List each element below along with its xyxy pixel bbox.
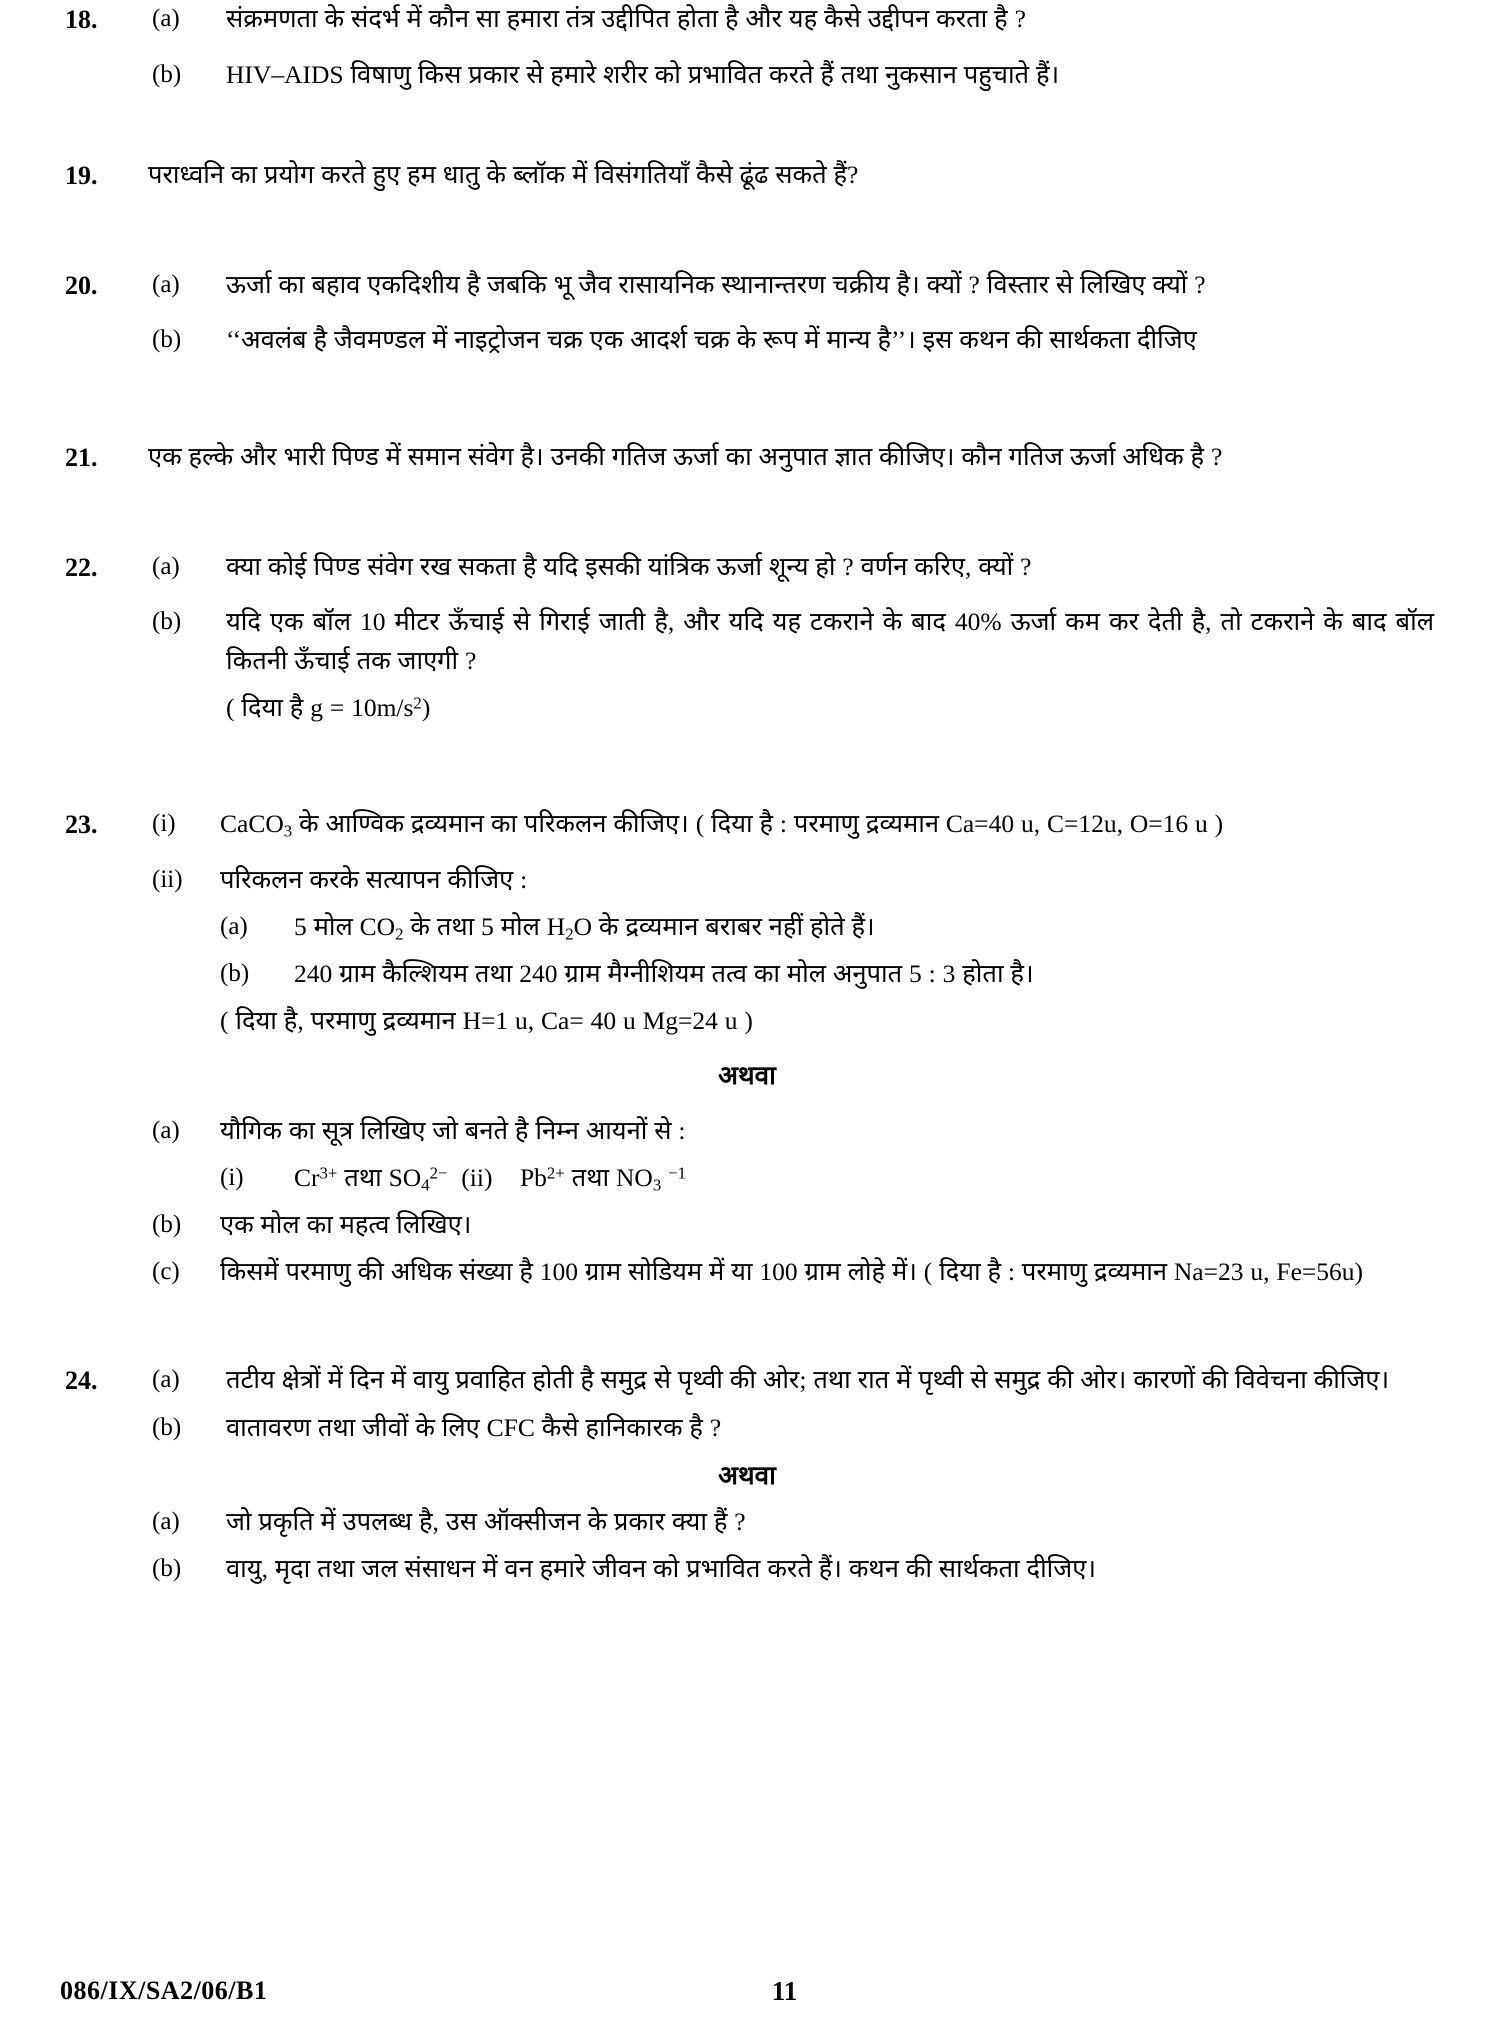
part-text: यदि एक बॉल 10 मीटर ऊँचाई से गिराई जाती है, और यदि यह टकराने के बाद 40% ऊर्जा कम कर देती है, तो टकराने के बाद बॉल कितनी ऊँचाई तक जाएगी ? bbox=[226, 607, 1434, 675]
question-23 bbox=[60, 805, 1434, 1291]
spacer bbox=[60, 360, 1434, 422]
question-24-part-b bbox=[60, 1409, 1434, 1448]
superscript-2: 2 bbox=[413, 692, 422, 712]
ion-cr-charge: 3+ bbox=[319, 1162, 338, 1182]
part-label: (a) bbox=[152, 1116, 180, 1144]
part-label: (b) bbox=[152, 1210, 182, 1238]
part-label: (a) bbox=[152, 1366, 180, 1394]
question-23-given-note bbox=[60, 1002, 1434, 1041]
spacer bbox=[60, 789, 1434, 805]
question-21-part-main bbox=[60, 438, 1434, 478]
spacer bbox=[60, 1198, 1434, 1206]
question-21 bbox=[60, 438, 1434, 478]
part-text: पराध्वनि का प्रयोग करते हुए हम धातु के ब्लॉक में विसंगतियाँ कैसे ढूंढ सकते हैं? bbox=[148, 160, 859, 190]
question-23-alt-part-c bbox=[60, 1253, 1434, 1292]
question-22-given-note bbox=[60, 689, 1434, 728]
subpart-label: (b) bbox=[220, 959, 250, 987]
spacer bbox=[60, 727, 1434, 789]
formula-caco3-sub: 3 bbox=[283, 822, 293, 842]
question-23-subpart-b bbox=[60, 955, 1434, 994]
co2-pre: 5 मोल CO bbox=[294, 911, 396, 941]
question-18 bbox=[60, 0, 1434, 94]
ion-pairs bbox=[294, 1159, 1434, 1198]
question-23-alt-ions bbox=[60, 1159, 1434, 1198]
question-number: 19. bbox=[65, 161, 98, 191]
subpart-label: (a) bbox=[220, 912, 248, 940]
part-text: तटीय क्षेत्रों में दिन में वायु प्रवाहित होती है समुद्र से पृथ्वी की ओर; तथा रात में पृथ्वी से समुद्र की ओर। कारणों की विवेचना कीजिए। bbox=[226, 1365, 1390, 1395]
subpart-row bbox=[220, 955, 1434, 994]
paper-code: 086/IX/SA2/06/B1 bbox=[60, 1976, 268, 2005]
spacer bbox=[60, 1096, 1434, 1112]
question-22-part-a bbox=[60, 548, 1434, 588]
subpart-row bbox=[220, 908, 1434, 947]
spacer bbox=[60, 1495, 1434, 1503]
spacer bbox=[60, 681, 1434, 689]
part-text: क्या कोई पिण्ड संवेग रख सकता है यदि इसकी यांत्रिक ऊर्जा शून्य हो ? वर्णन करिए, क्यों ? bbox=[226, 551, 1032, 581]
question-23-part-i bbox=[60, 805, 1434, 845]
h2o-sub: 2 bbox=[565, 924, 574, 944]
question-23-alt-part-a bbox=[60, 1112, 1434, 1151]
spacer bbox=[60, 258, 1434, 266]
question-23-alt-part-b bbox=[60, 1206, 1434, 1245]
question-24-alt-part-b bbox=[60, 1550, 1434, 1589]
subpart-text: 240 ग्राम कैल्शियम तथा 240 ग्राम मैग्नीशियम तत्व का मोल अनुपात 5 : 3 होता है। bbox=[294, 958, 1034, 988]
ion-so4: SO bbox=[388, 1162, 422, 1192]
question-18-part-a bbox=[60, 0, 1434, 40]
ion-item-label-i: (i) bbox=[220, 1163, 244, 1191]
part-label: (b) bbox=[152, 608, 182, 636]
ion-no3-sub: 3 bbox=[652, 1175, 662, 1195]
part-label: (b) bbox=[152, 1554, 182, 1582]
part-text: HIV–AIDS विषाणु किस प्रकार से हमारे शरीर को प्रभावित करते हैं तथा नुकसान पहुचाते हैं। bbox=[226, 59, 1060, 89]
question-24-alt-part-a bbox=[60, 1503, 1434, 1542]
question-23-subpart-a bbox=[60, 908, 1434, 947]
question-22 bbox=[60, 548, 1434, 728]
question-20-part-a bbox=[60, 266, 1434, 306]
spacer bbox=[60, 305, 1434, 321]
spacer bbox=[60, 196, 1434, 258]
ion-pb-charge: 2+ bbox=[546, 1162, 565, 1182]
part-label: (b) bbox=[152, 1413, 182, 1441]
question-19-part-main bbox=[60, 156, 1434, 196]
spacer bbox=[60, 478, 1434, 540]
part-text: संक्रमणता के संदर्भ में कौन सा हमारा तंत्र उद्दीपित होता है और यह कैसे उद्दीपन करता है ? bbox=[226, 4, 1026, 33]
question-24-part-a bbox=[60, 1361, 1434, 1401]
spacer bbox=[60, 40, 1434, 56]
question-24 bbox=[60, 1361, 1434, 1588]
spacer bbox=[60, 1401, 1434, 1409]
part-text: यौगिक का सूत्र लिखिए जो बनते है निम्न आयनों से : bbox=[220, 1115, 686, 1145]
part-label: (a) bbox=[152, 552, 180, 580]
part-text: वातावरण तथा जीवों के लिए CFC कैसे हानिकारक है ? bbox=[226, 1412, 722, 1442]
spacer bbox=[60, 422, 1434, 438]
part-text: परिकलन करके सत्यापन कीजिए : bbox=[220, 864, 528, 894]
page-number: 11 bbox=[771, 1976, 798, 2006]
ion-no3: NO bbox=[615, 1162, 653, 1192]
part-label: (a) bbox=[152, 1508, 180, 1536]
ion-no3-charge: −1 bbox=[668, 1162, 687, 1182]
spacer bbox=[60, 900, 1434, 908]
question-18-part-b bbox=[60, 56, 1434, 95]
spacer bbox=[60, 540, 1434, 548]
subpart-wrapper bbox=[220, 908, 1434, 947]
spacer bbox=[60, 94, 1434, 156]
part-text: किसमें परमाणु की अधिक संख्या है 100 ग्राम सोडियम में या 100 ग्राम लोहे में। ( दिया है : परमाणु द्रव्यमान Na=23 u, Fe=56u) bbox=[220, 1256, 1364, 1286]
or-divider-23: अथवा bbox=[718, 1061, 776, 1091]
question-20 bbox=[60, 266, 1434, 360]
question-number: 21. bbox=[65, 443, 98, 473]
part-text: जो प्रकृति में उपलब्ध है, उस ऑक्सीजन के प्रकार क्या हैं ? bbox=[226, 1507, 746, 1537]
part-text: एक हल्के और भारी पिण्ड में समान संवेग है। उनकी गतिज ऊर्जा का अनुपात ज्ञात कीजिए। कौन गतिज ऊर्जा अधिक है ? bbox=[148, 442, 1223, 472]
question-number: 22. bbox=[65, 552, 98, 582]
question-number: 18. bbox=[65, 5, 98, 34]
part-label: (ii) bbox=[152, 865, 183, 893]
ion-cr: Cr bbox=[294, 1162, 320, 1192]
formula-caco3-pre: CaCO bbox=[220, 809, 284, 839]
spacer bbox=[60, 1291, 1434, 1353]
spacer bbox=[60, 587, 1434, 603]
spacer bbox=[60, 994, 1434, 1002]
part-text-rest: के आण्विक द्रव्यमान का परिकलन कीजिए। ( दिया है : परमाणु द्रव्यमान Ca=40 u, C=12u, O=16 u ) bbox=[292, 809, 1224, 839]
question-20-part-b bbox=[60, 321, 1434, 360]
part-label: (b) bbox=[152, 326, 182, 354]
subpart-text bbox=[294, 908, 1434, 947]
subpart-wrapper bbox=[220, 955, 1434, 994]
spacer bbox=[60, 1448, 1434, 1456]
question-23-part-ii bbox=[60, 861, 1434, 900]
post-text: O के द्रव्यमान बराबर नहीं होते हैं। bbox=[573, 911, 875, 941]
ion-item-label-ii: (ii) bbox=[461, 1162, 493, 1192]
question-22-part-b bbox=[60, 603, 1434, 681]
part-text bbox=[220, 805, 1434, 844]
part-text: ऊर्जा का बहाव एकदिशीय है जबकि भू जैव रासायनिक स्थानान्तरण चक्रीय है। क्यों ? विस्तार से लिखिए क्यों ? bbox=[226, 269, 1206, 299]
ion-list-wrapper bbox=[220, 1159, 1434, 1198]
conjunction-tatha-1: तथा bbox=[344, 1162, 382, 1192]
part-label: (a) bbox=[152, 270, 180, 298]
part-label: (b) bbox=[152, 60, 182, 88]
question-19 bbox=[60, 156, 1434, 196]
ion-so4-charge: 2− bbox=[429, 1162, 448, 1182]
mid-text: के तथा 5 मोल H bbox=[403, 911, 566, 941]
part-label: (i) bbox=[152, 810, 176, 838]
question-number: 20. bbox=[65, 270, 98, 300]
page-footer bbox=[60, 1976, 1434, 2006]
spacer bbox=[60, 1542, 1434, 1550]
co2-sub: 2 bbox=[395, 924, 404, 944]
part-label: (c) bbox=[152, 1257, 180, 1285]
part-label: (a) bbox=[152, 5, 180, 32]
given-note: ( दिया है, परमाणु द्रव्यमान H=1 u, Ca= 40 u Mg=24 u ) bbox=[220, 1005, 753, 1035]
ion-so4-sub: 4 bbox=[421, 1175, 430, 1195]
part-text: एक मोल का महत्व लिखिए। bbox=[220, 1209, 472, 1239]
or-divider-24: अथवा bbox=[718, 1460, 776, 1490]
given-note-text: ( दिया है g = 10m/s bbox=[226, 692, 414, 722]
ion-pb: Pb bbox=[519, 1162, 547, 1192]
conjunction-tatha-2: तथा bbox=[571, 1162, 610, 1192]
ion-row bbox=[220, 1159, 1434, 1198]
spacer bbox=[60, 947, 1434, 955]
spacer bbox=[60, 845, 1434, 861]
part-text: वायु, मृदा तथा जल संसाधन में वन हमारे जीवन को प्रभावित करते हैं। कथन की सार्थकता दीजिए। bbox=[226, 1553, 1096, 1583]
spacer bbox=[60, 1353, 1434, 1361]
question-number: 24. bbox=[65, 1366, 98, 1396]
question-number: 23. bbox=[65, 810, 98, 840]
spacer bbox=[60, 1151, 1434, 1159]
spacer bbox=[60, 1040, 1434, 1056]
spacer bbox=[60, 1245, 1434, 1253]
part-text: ‘‘अवलंब है जैवमण्डल में नाइट्रोजन चक्र एक आदर्श चक्र के रूप में मान्य है’’। इस कथन की सार्थकता दीजिए bbox=[226, 325, 1197, 355]
given-note: ( दिया है $g = 10m/s^2$) bbox=[226, 692, 431, 722]
